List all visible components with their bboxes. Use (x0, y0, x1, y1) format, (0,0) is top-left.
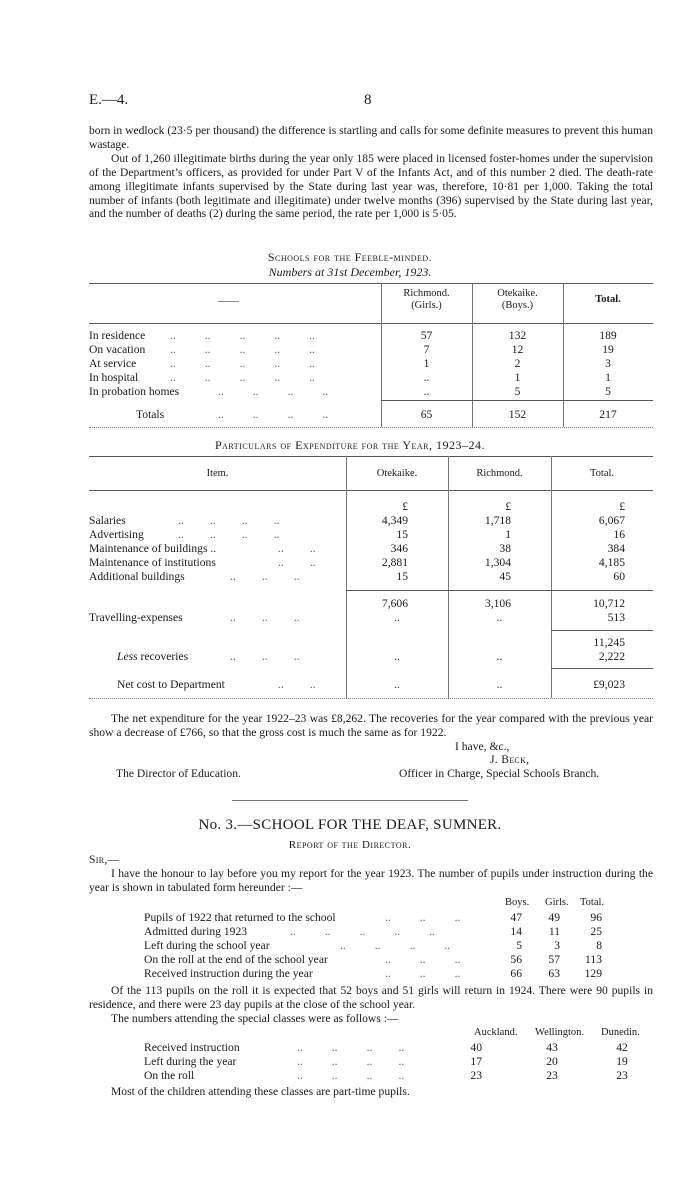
deaf-paragraph-1 (89, 867, 653, 895)
expenditure-title: Particulars of Expenditure for the Year, 1923–24. (214, 438, 486, 452)
richmond-value: 1,304 (484, 556, 511, 569)
row-label: Pupils of 1922 that returned to the school (144, 911, 336, 924)
table-rule (89, 283, 653, 284)
girls-value: 63 (548, 967, 560, 980)
total-value: 8 (596, 939, 602, 952)
row-label: Additional buildings (89, 570, 185, 583)
total-value: 129 (584, 967, 602, 980)
row-label: Received instruction during the year (144, 967, 313, 980)
closing-text: The net expenditure for the year 1922–23 was £8,262. The recoveries for the year compared with the previous year show a decrease of £766, so that the gross cost is much the same as for 1922. (89, 712, 653, 739)
boys-value: 14 (510, 925, 522, 938)
total-value: 19 (602, 343, 614, 356)
otekaike-value: 2,881 (381, 556, 408, 569)
table-rule (551, 668, 653, 669)
otekaike-value: 15 (396, 570, 408, 583)
deaf-classes-intro: The numbers attending the special classes were as follows :— (111, 1011, 399, 1025)
richmond-total: 65 (420, 408, 433, 421)
girls-value: 49 (548, 911, 560, 924)
dunedin-value: 19 (616, 1055, 628, 1068)
leader-dots: .. .. .. .. .. (290, 925, 435, 938)
total-value: 16 (613, 528, 625, 541)
row-label: Maintenance of buildings .. (89, 542, 217, 555)
total-value: 4,185 (598, 556, 625, 569)
feeble-minded-subtitle: Numbers at 31st December, 1923. (268, 265, 432, 279)
expenditure-head-richmond: Richmond. (476, 468, 523, 479)
richmond-value: 57 (420, 329, 433, 342)
deaf-paragraph-2 (89, 984, 653, 1026)
wellington-value: 23 (546, 1069, 558, 1082)
wellington-value: 43 (546, 1041, 558, 1054)
otekaike-value: 15 (396, 528, 408, 541)
row-label: On vacation (89, 343, 146, 356)
closing-salutation: I have, &c., (455, 740, 510, 753)
table-rule (89, 427, 653, 428)
feeble-head-blank: —— (218, 296, 239, 307)
table-rule (89, 698, 653, 699)
expenditure-head-item: Item. (206, 468, 229, 479)
leader-dots: .. .. (278, 542, 316, 555)
richmond-value: 1 (505, 528, 511, 541)
wellington-value: 20 (546, 1055, 558, 1068)
signature-name: J. Beck, (490, 753, 530, 766)
row-label: Admitted during 1923 (144, 925, 248, 938)
pound-sign: £ (505, 500, 511, 513)
row-label: Salaries (89, 514, 126, 527)
row-label: Advertising (89, 528, 144, 541)
closing-paragraph (89, 712, 653, 740)
otekaike-value: 2 (514, 357, 521, 370)
otekaike-value: 346 (390, 542, 408, 555)
leader-dots: .. .. .. .. (178, 514, 280, 527)
col-head-dunedin: Dunedin. (601, 1027, 640, 1038)
table-rule (89, 490, 653, 491)
feeble-head-richmond-sub: (Girls.) (411, 300, 442, 311)
feeble-minded-title: Schools for the Feeble-minded. (267, 250, 433, 264)
leader-dots: .. .. .. (385, 911, 461, 924)
total-value: 189 (599, 329, 617, 342)
total-value: 1 (605, 371, 611, 384)
row-label: Left during the year (144, 1055, 237, 1068)
row-label: Received instruction (144, 1041, 240, 1054)
otekaike-value: 12 (511, 343, 524, 356)
document-reference: E.—4. (89, 92, 129, 108)
row-label: In hospital (89, 371, 139, 384)
leader-dots: .. .. .. .. .. (170, 371, 315, 384)
richmond-subtotal: 3,106 (484, 597, 511, 610)
girls-value: 3 (554, 939, 560, 952)
total-value: 3 (605, 357, 611, 370)
richmond-value: .. (423, 371, 430, 384)
total-value: 113 (585, 953, 602, 966)
col-head-boys: Boys. (505, 897, 530, 908)
leader-dots: .. .. .. .. (297, 1069, 405, 1082)
otekaike-total: 152 (508, 408, 527, 421)
otekaike-value: .. (394, 650, 400, 663)
row-label: In residence (89, 329, 146, 342)
auckland-value: 17 (470, 1055, 482, 1068)
richmond-value: .. (496, 650, 503, 663)
deaf-school-title: No. 3.—SCHOOL FOR THE DEAF, SUMNER. (198, 817, 502, 833)
richmond-value: 1 (423, 357, 430, 370)
boys-value: 66 (510, 967, 522, 980)
leader-dots: .. .. .. (230, 611, 300, 624)
grand-total: 217 (599, 408, 617, 421)
signatory-title: Officer in Charge, Special Schools Branch. (399, 767, 600, 780)
intro-paragraph-2: Out of 1,260 illegitimate births during the year only 185 were placed in licensed foster-homes under the supervision of the Department’s officers, as provided for under Part V of the Infants Act, and of this number 2 died. The death-rate among illegitimate infants supervised by the State during last year was, therefore, 10·81 per 1,000. Taking the total number of infants (both legitimate and illegitimate) under twelve months (396) supervised by the State during last year, and the number of deaths (2) during the same period, the rate per 1,000 is 5·05. (89, 151, 653, 221)
row-label: At service (89, 357, 137, 370)
pound-sign: £ (619, 500, 625, 513)
auckland-value: 40 (470, 1041, 482, 1054)
totals-label: Totals (136, 408, 165, 421)
table-rule (89, 456, 653, 457)
otekaike-value: 1 (514, 371, 521, 384)
richmond-value: 7 (423, 343, 430, 356)
col-head-wellington: Wellington. (535, 1027, 585, 1038)
leader-dots: .. .. (278, 556, 316, 569)
deaf-paragraph-4 (89, 1085, 653, 1099)
dunedin-value: 42 (616, 1041, 628, 1054)
boys-value: 56 (510, 953, 522, 966)
recoveries-label: recoveries (140, 650, 189, 663)
leader-dots: .. .. .. .. (218, 385, 329, 398)
expenditure-gross-total: 11,245 (593, 636, 625, 649)
richmond-value: .. (423, 385, 430, 398)
deaf-roll-text: Of the 113 pupils on the roll it is expected that 52 boys and 51 girls will return in 1924. There were 90 pupils in residence, and there were 23 day pupils at the close of the school year. (89, 984, 653, 1011)
net-cost-total: £9,023 (593, 678, 625, 691)
table-rule (346, 590, 653, 591)
pound-sign: £ (402, 500, 408, 513)
otekaike-subtotal: 7,606 (381, 597, 408, 610)
total-value: 2,222 (598, 650, 625, 663)
total-value: 96 (590, 911, 602, 924)
col-head-girls: Girls. (545, 897, 569, 908)
otekaike-value: 4,349 (381, 514, 408, 527)
section-divider (232, 800, 468, 801)
row-label: Maintenance of institutions (89, 556, 216, 569)
total-value: 60 (613, 570, 625, 583)
leader-dots: .. .. .. .. (218, 408, 329, 421)
richmond-value: .. (496, 611, 503, 624)
leader-dots: .. .. .. .. (178, 528, 280, 541)
total-value: 513 (607, 611, 625, 624)
row-label: In probation homes (89, 385, 180, 398)
row-label: Left during the school year (144, 939, 270, 952)
row-label: On the roll (144, 1069, 195, 1082)
col-head-total: Total. (580, 897, 605, 908)
girls-value: 11 (548, 925, 560, 938)
row-label: On the roll at the end of the school year (144, 953, 328, 966)
total-value: 5 (605, 385, 611, 398)
leader-dots: .. .. (278, 678, 316, 691)
boys-value: 47 (510, 911, 522, 924)
row-label: Travelling-expenses (89, 611, 183, 624)
deaf-part-time-text: Most of the children attending these classes are part-time pupils. (111, 1085, 410, 1098)
salutation: Sir,— (89, 853, 120, 866)
otekaike-value: .. (394, 678, 400, 691)
feeble-head-otekaike: Otekaike. (497, 288, 538, 299)
leader-dots: .. .. .. .. .. (170, 357, 315, 370)
feeble-head-richmond: Richmond. (403, 288, 450, 299)
intro-paragraphs (89, 124, 653, 221)
addressee: The Director of Education. (116, 767, 241, 780)
richmond-value: 45 (499, 570, 511, 583)
expenditure-head-otekaike: Otekaike. (376, 468, 418, 479)
leader-dots: .. .. .. .. (340, 939, 451, 952)
leader-dots: .. .. .. (385, 967, 461, 980)
total-value: 25 (590, 925, 602, 938)
leader-dots: .. .. .. .. (297, 1041, 405, 1054)
page-number: 8 (364, 92, 372, 108)
leader-dots: .. .. .. .. .. (170, 329, 315, 342)
leader-dots: .. .. .. .. .. (170, 343, 315, 356)
table-rule (89, 323, 653, 324)
leader-dots: .. .. .. (230, 650, 300, 663)
row-label: Net cost to Department (117, 678, 225, 691)
deaf-intro-text: I have the honour to lay before you my report for the year 1923. The number of pupils under instruction during the year is shown in tabulated form hereunder :— (89, 867, 653, 894)
row-label (117, 650, 188, 663)
leader-dots: .. .. .. (230, 570, 300, 583)
total-subtotal: 10,712 (593, 597, 625, 610)
otekaike-value: 5 (514, 385, 521, 398)
table-rule (551, 630, 653, 631)
total-value: 384 (607, 542, 625, 555)
leader-dots: .. .. .. .. (297, 1055, 405, 1068)
intro-paragraph-1: born in wedlock (23·5 per thousand) the difference is startling and calls for some definite measures to prevent this human wastage. (89, 124, 653, 151)
richmond-value: .. (496, 678, 503, 691)
dunedin-value: 23 (616, 1069, 628, 1082)
girls-value: 57 (548, 953, 560, 966)
expenditure-head-total: Total. (589, 468, 615, 479)
boys-value: 5 (516, 939, 522, 952)
otekaike-value: .. (394, 611, 400, 624)
richmond-value: 38 (499, 542, 511, 555)
total-value: 6,067 (598, 514, 625, 527)
table-rule (381, 400, 653, 401)
feeble-head-total: Total. (595, 294, 621, 305)
leader-dots: .. .. .. (385, 953, 461, 966)
col-head-auckland: Auckland. (474, 1027, 518, 1038)
less-label: Less (117, 650, 138, 663)
otekaike-value: 132 (508, 329, 527, 342)
richmond-value: 1,718 (484, 514, 511, 527)
deaf-report-heading: Report of the Director. (288, 839, 412, 851)
feeble-head-otekaike-sub: (Boys.) (501, 300, 534, 311)
auckland-value: 23 (470, 1069, 482, 1082)
